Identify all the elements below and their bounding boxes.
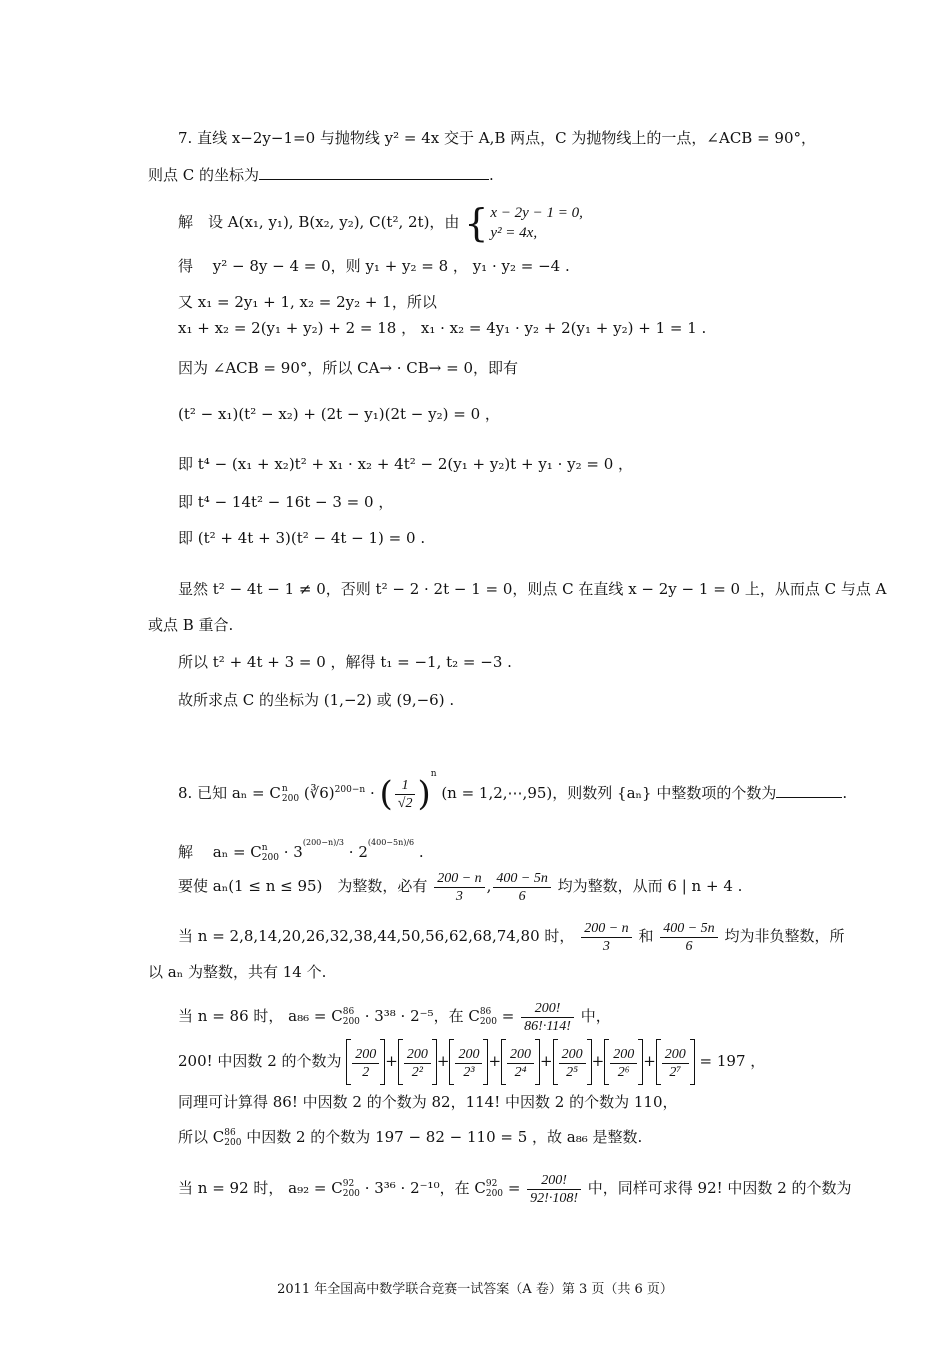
floor-term-denominator: 2⁶: [617, 1064, 630, 1080]
floor-term-denominator: 2: [362, 1064, 370, 1080]
floor-term: [346, 1039, 385, 1085]
problem7-derive-4: 因为 ∠ACB = 90°，所以 CA→ · CB→ = 0，即有: [178, 359, 519, 377]
problem7-derive-6: 即 t⁴ − (x₁ + x₂)t² + x₁ · x₂ + 4t² − 2(y₁ + y₂)t + y₁ · y₂ = 0 ，: [178, 455, 634, 473]
problem8-solution-5: 当 n = 86 时， a₈₆ = C 86 200 · 3³⁸ · 2⁻⁵，在 C 86 200 = $\frac{200!}{86!\cdot 114!}$ 中，: [178, 1000, 611, 1034]
floor-term-numerator: 200: [662, 1046, 689, 1064]
problem7-derive-2: 又 x₁ = 2y₁ + 1, x₂ = 2y₂ + 1，所以: [178, 293, 437, 311]
problem7-derive-12: 故所求点 C 的坐标为 (1,−2) 或 (9,−6) .: [178, 691, 455, 709]
floor-term: [656, 1039, 695, 1085]
floor-term-denominator: 2³: [463, 1064, 475, 1080]
answer-blank: [776, 783, 842, 798]
plus-sign: +: [436, 1052, 450, 1070]
problem7-derive-8: 即 (t² + 4t + 3)(t² − 4t − 1) = 0 .: [178, 529, 426, 547]
plus-sign: +: [385, 1052, 398, 1070]
floor-term: [501, 1039, 540, 1085]
problem7-derive-1: 得 y² − 8y − 4 = 0，则 y₁ + y₂ = 8 ， y₁ · y₂ = −4 .: [178, 257, 570, 275]
problem7-derive-3: x₁ + x₂ = 2(y₁ + y₂) + 2 = 18 ， x₁ · x₂ = 4y₁ · y₂ + 2(y₁ + y₂) + 1 = 1 .: [178, 319, 707, 337]
problem8-solution-6: 200! 中因数 2 的个数为 $\frac{200}{2}$ + $\frac{200}{\text{2²}}$ + $\frac{200}{\text{2³}}$ + $\frac{200}{\text{2⁴}}$ + $\frac{200}{\text{2⁵}}$ + $\frac{200}{\text{2⁶}}$ + $\frac{200}{\text{2⁷}}$ = 197 ，: [178, 1038, 765, 1084]
floor-term: [604, 1039, 643, 1085]
problem7-derive-7: 即 t⁴ − 14t² − 16t − 3 = 0 ，: [178, 493, 394, 511]
problem7-solution-intro: 解 设 A(x₁, y₁), B(x₂, y₂), C(t², 2t)，由 { x − 2y − 1 = 0, y² = 4x,: [178, 201, 583, 245]
floor-term-numerator: 200: [559, 1046, 586, 1064]
floor-term-numerator: 200: [404, 1046, 431, 1064]
floor-term: [449, 1039, 488, 1085]
floor-term-numerator: 200: [610, 1046, 637, 1064]
fraction: $\frac{200 - n}{3}$: [434, 870, 484, 905]
fraction: $\frac{400 - 5n}{6}$: [660, 920, 717, 955]
fraction: $\frac{200 - n}{3}$: [581, 920, 631, 955]
problem8-solution-4: 以 aₙ 为整数，共有 14 个.: [148, 963, 327, 981]
plus-sign: +: [488, 1052, 502, 1070]
fraction: $\frac{200!}{86!\cdot 114!}$: [521, 1000, 574, 1035]
floor-term-denominator: 2⁴: [514, 1064, 527, 1080]
plus-sign: +: [591, 1052, 605, 1070]
answer-blank: [259, 165, 489, 180]
problem8-solution-7: 同理可计算得 86! 中因数 2 的个数为 82，114! 中因数 2 的个数为 110，: [178, 1093, 678, 1111]
problem8-solution-2: 要使 aₙ(1 ≤ n ≤ 95) 为整数，必有 $\frac{200 - n}{3}$ , $\frac{400 - 5n}{6}$ 均为整数，从而 6 | n + 4 .: [178, 870, 743, 904]
floor-term: [398, 1039, 437, 1085]
floor-term-denominator: 2²: [411, 1064, 423, 1080]
problem7-derive-11: 所以 t² + 4t + 3 = 0 ，解得 t₁ = −1, t₂ = −3 .: [178, 653, 512, 671]
floor-term: [553, 1039, 592, 1085]
floor-term-numerator: 200: [507, 1046, 534, 1064]
page-footer: 2011 年全国高中数学联合竞赛一试答案（A 卷）第 3 页（共 6 页）: [277, 1282, 673, 1297]
floor-term-denominator: 2⁷: [669, 1064, 682, 1080]
fraction: $\frac{400 - 5n}{6}$: [493, 870, 550, 905]
problem7-derive-5: (t² − x₁)(t² − x₂) + (2t − y₁)(2t − y₂) = 0 ，: [178, 405, 500, 423]
problem8-solution-1: 解 aₙ = C n 200 · $3^{(200-n)/3} \cdot 2^{(400-5n)/6}$ .: [178, 838, 424, 863]
problem8-solution-9: 当 n = 92 时， a₉₂ = C 92 200 · 3³⁶ · 2⁻¹⁰，在 C 92 200 = $\frac{200!}{92!\cdot 108!}$ 中，同样可求得 92! 中因数 2 的个数为: [178, 1172, 852, 1206]
plus-sign: +: [540, 1052, 553, 1070]
fraction-one-over-root2: $\frac{1}{√2}$: [395, 777, 416, 812]
problem7-derive-10: 或点 B 重合.: [148, 616, 234, 634]
problem7-question: 则点 C 的坐标为 .: [148, 166, 494, 184]
equation-system: x − 2y − 1 = 0, y² = 4x,: [490, 205, 583, 241]
problem8-solution-8: 所以 C 86 200 中因数 2 的个数为 197 − 82 − 110 = 5 ，故 a₈₆ 是整数.: [178, 1128, 643, 1148]
floor-term-numerator: 200: [352, 1046, 379, 1064]
problem7-derive-9: 显然 t² − 4t − 1 ≠ 0，否则 t² − 2 · 2t − 1 = 0，则点 C 在直线 x − 2y − 1 = 0 上，从而点 C 与点 A: [178, 580, 887, 598]
problem8-statement: 8. 已知 aₙ = C n 200 (∛6)$^{200-n}$ · ( $\frac{1}{√2}$ )$^n$ (n = 1,2,⋯,95)，则数列 {aₙ} 中整数项的个数为 .: [178, 769, 848, 814]
floor-term-numerator: 200: [455, 1046, 482, 1064]
problem7-statement: 7. 直线 x−2y−1=0 与抛物线 y² = 4x 交于 A,B 两点，C 为抛物线上的一点，∠ACB = 90°，: [178, 129, 817, 147]
problem8-solution-3: 当 n = 2,8,14,20,26,32,38,44,50,56,62,68,74,80 时， $\frac{200 - n}{3}$ 和 $\frac{400 - 5n}{6}$ 均为非负整数，所: [178, 920, 845, 954]
system-brace: {: [464, 201, 489, 245]
floor-term-denominator: 2⁵: [566, 1064, 579, 1080]
plus-sign: +: [643, 1052, 656, 1070]
fraction: $\frac{200!}{92!\cdot 108!}$: [527, 1172, 581, 1207]
